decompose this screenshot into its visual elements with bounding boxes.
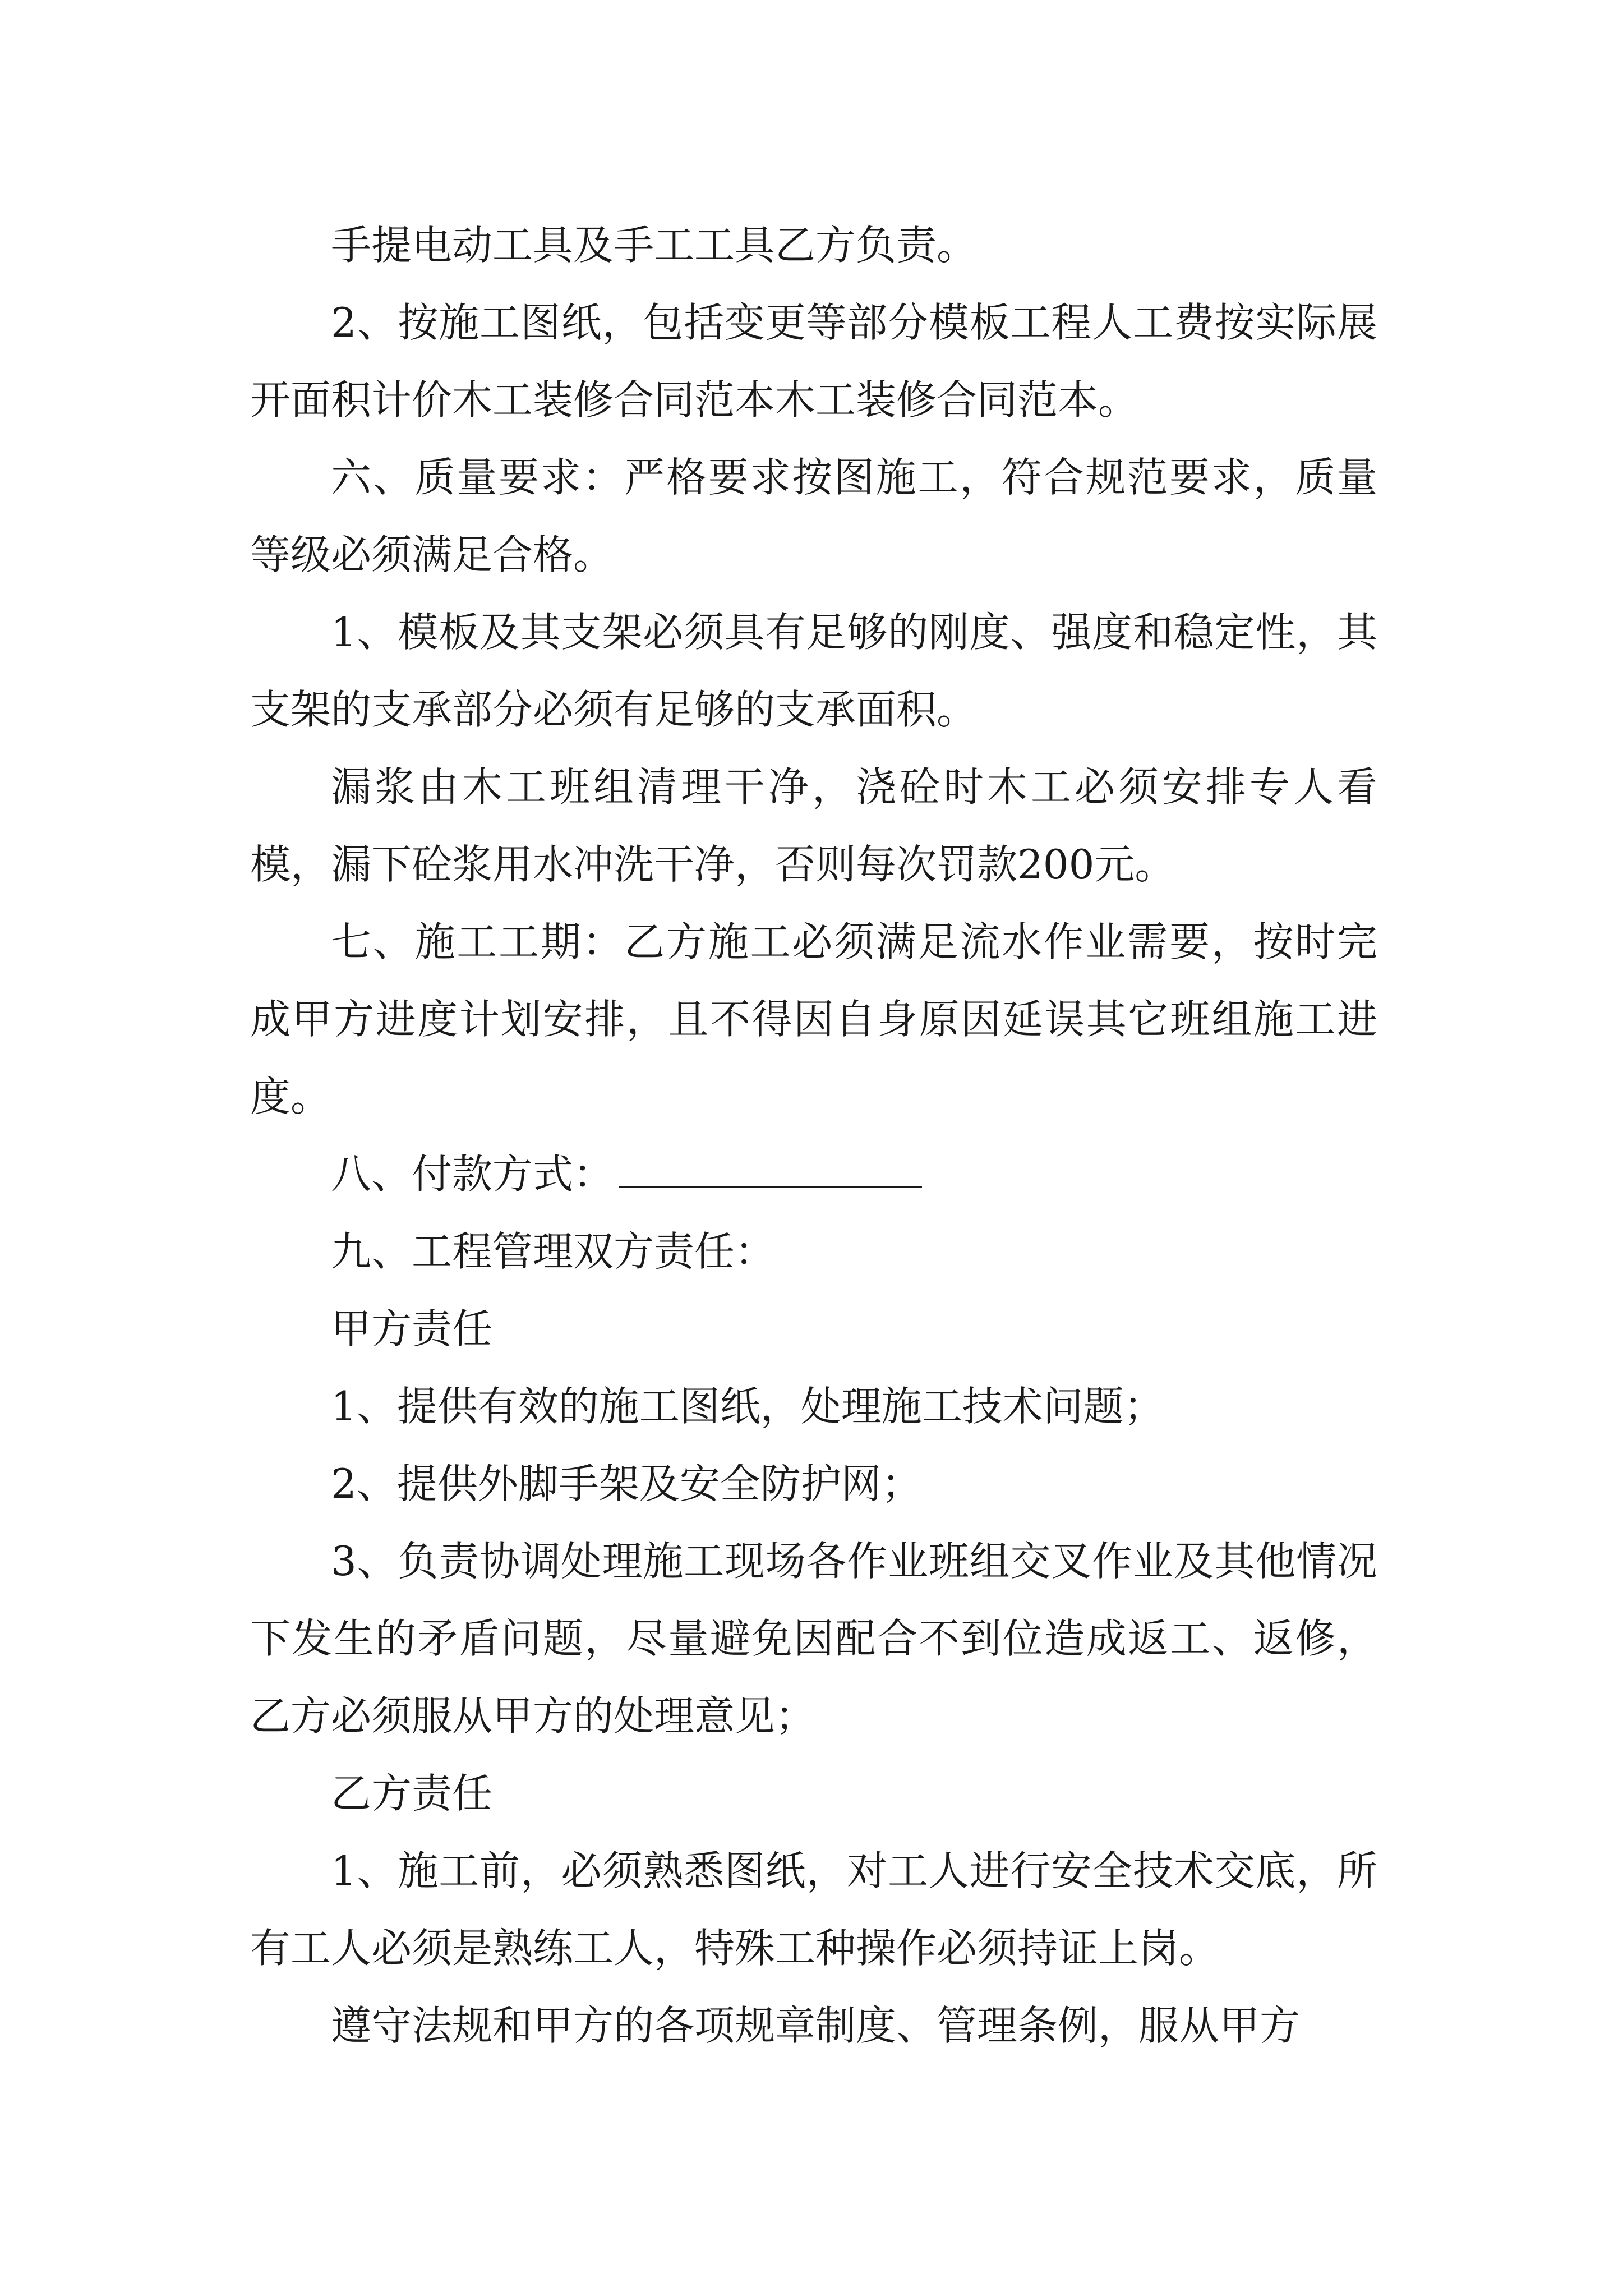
paragraph-formwork-support: 1、模板及其支架必须具有足够的刚度、强度和稳定性，其支架的支承部分必须有足够的支承面积。: [250, 609, 1377, 733]
heading-party-b-responsibility: 乙方责任: [331, 1770, 493, 1817]
paragraph-party-b-item-1: 1、施工前，必须熟悉图纸，对工人进行安全技术交底，所有工人必须是熟练工人，特殊工种操作必须持证上岗。: [250, 1847, 1377, 1972]
heading-party-a-responsibility: 甲方责任: [331, 1305, 493, 1352]
paragraph-slurry-cleanup: 漏浆由木工班组清理干净，浇砼时木工必须安排专人看模，漏下砼浆用水冲洗干净，否则每次罚款200元。: [250, 763, 1377, 888]
paragraph-quality-requirements: 六、质量要求：严格要求按图施工，符合规范要求，质量等级必须满足合格。: [250, 454, 1377, 578]
payment-blank-line[interactable]: [619, 1142, 922, 1188]
paragraph-party-a-item-2: 2、提供外脚手架及安全防护网；: [331, 1460, 922, 1507]
paragraph-labor-cost: 2、按施工图纸，包括变更等部分模板工程人工费按实际展开面积计价木工装修合同范本木工装修合同范本。: [250, 299, 1377, 424]
document-body: [250, 206, 1377, 2064]
paragraph-payment-method: [250, 1135, 1377, 1213]
paragraph-party-a-item-1: 1、提供有效的施工图纸，处理施工技术问题；: [331, 1383, 1164, 1430]
paragraph-party-b-regulations: 遵守法规和甲方的各项规章制度、管理条例，服从甲方: [331, 2002, 1301, 2049]
paragraph-construction-period: 七、施工工期：乙方施工必须满足流水作业需要，按时完成甲方进度计划安排，且不得因自身原因延误其它班组施工进度。: [250, 918, 1377, 1120]
paragraph-management-responsibilities: 九、工程管理双方责任：: [331, 1228, 776, 1275]
paragraph-party-a-item-3: 3、负责协调处理施工现场各作业班组交叉作业及其他情况下发生的矛盾问题，尽量避免因配合不到位造成返工、返修，乙方必须服从甲方的处理意见；: [250, 1538, 1377, 1740]
paragraph-tools: 手提电动工具及手工工具乙方负责。: [331, 222, 978, 269]
payment-label: 八、付款方式：: [331, 1151, 614, 1198]
